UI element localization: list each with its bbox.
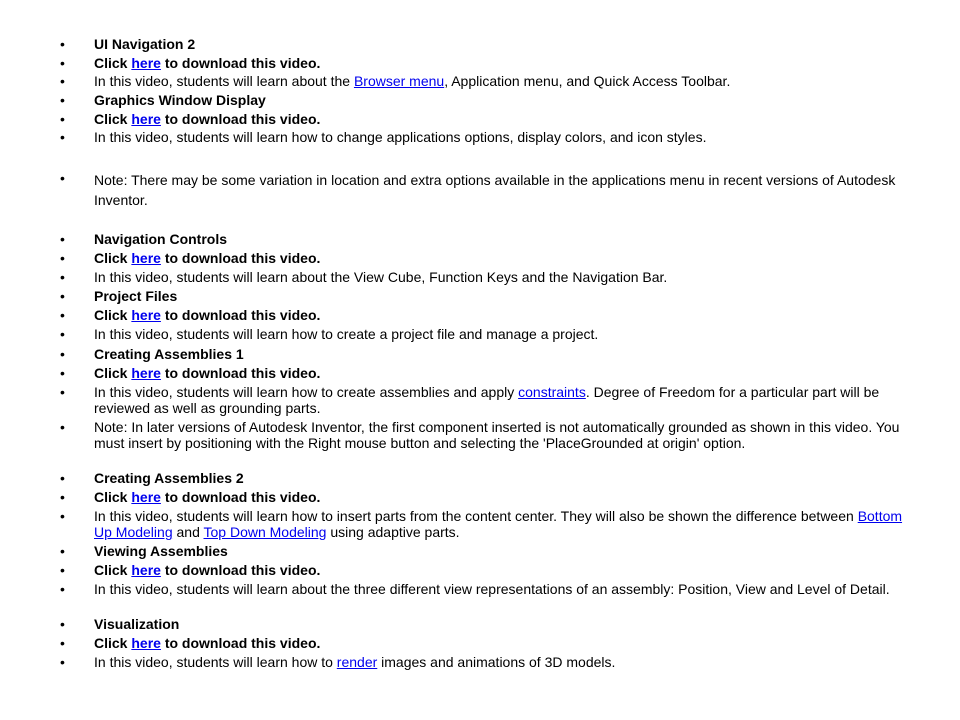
download-link[interactable]: here [131, 307, 161, 323]
download-text [94, 250, 904, 266]
bullet: • [60, 250, 65, 266]
download-text [94, 307, 904, 323]
download-link[interactable]: here [131, 365, 161, 381]
description-text: In this video, students will learn how to change applications options, display colors, and icon styles. [94, 129, 707, 145]
download-post: to download this video. [160, 489, 321, 505]
description-text: In this video, students will learn about the three different view representations of an assembly: Position, View and Level of Detail. [94, 581, 890, 597]
bullet: • [60, 635, 65, 651]
section-title: UI Navigation 2 [94, 36, 196, 52]
section-title: Creating Assemblies 2 [94, 470, 244, 486]
download-pre: Click [94, 55, 132, 71]
bullet: • [60, 543, 65, 559]
bullet: • [60, 231, 65, 247]
download-post: to download this video. [160, 111, 321, 127]
bullet: • [60, 384, 65, 400]
download-pre: Click [94, 307, 132, 323]
description-text [94, 508, 904, 540]
download-post: to download this video. [160, 307, 321, 323]
download-link[interactable]: here [131, 562, 161, 578]
section-title: Graphics Window Display [94, 92, 266, 108]
download-post: to download this video. [160, 55, 321, 71]
bullet: • [60, 470, 65, 486]
description-text [94, 73, 904, 89]
description-post: , Application menu, and Quick Access Toolbar. [444, 73, 731, 89]
note-text: Note: In later versions of Autodesk Inventor, the first component inserted is not automatically grounded as shown in this video. You must insert by positioning with the Right mouse button and selecting the 'PlaceGrounded at origin' option. [94, 419, 900, 451]
note-text: Note: There may be some variation in location and extra options available in the applications menu in recent versions of Autodesk Inventor. [94, 172, 896, 208]
download-text [94, 365, 904, 381]
bullet: • [60, 269, 65, 285]
bullet: • [60, 616, 65, 632]
download-post: to download this video. [160, 562, 321, 578]
download-pre: Click [94, 489, 132, 505]
description-text: In this video, students will learn how to create a project file and manage a project. [94, 326, 599, 342]
bottom-up-modeling-link[interactable]: Bottom Up Modeling [94, 508, 903, 540]
description-pre: In this video, students will learn how to [94, 654, 337, 670]
section-title: Creating Assemblies 1 [94, 346, 244, 362]
download-text [94, 111, 904, 127]
download-link[interactable]: here [131, 250, 161, 266]
description-post: . Degree of Freedom for a particular part will be reviewed as well as grounding parts. [94, 384, 880, 416]
bullet: • [60, 346, 65, 362]
bullet: • [60, 365, 65, 381]
description-text [94, 654, 904, 670]
bullet: • [60, 654, 65, 670]
download-link[interactable]: here [131, 111, 161, 127]
bullet: • [60, 562, 65, 578]
description-post: images and animations of 3D models. [377, 654, 616, 670]
description-mid: and [172, 524, 204, 540]
download-text [94, 55, 904, 71]
bullet: • [60, 170, 65, 186]
bullet: • [60, 36, 65, 52]
bullet: • [60, 111, 65, 127]
bullet: • [60, 73, 65, 89]
section-title: Navigation Controls [94, 231, 228, 247]
download-link[interactable]: here [131, 635, 161, 651]
download-text [94, 635, 904, 651]
bullet: • [60, 55, 65, 71]
description-post: using adaptive parts. [326, 524, 460, 540]
section-title: Visualization [94, 616, 180, 632]
description-pre: In this video, students will learn how to insert parts from the content center. They will also be shown the difference between [94, 508, 858, 524]
bullet: • [60, 92, 65, 108]
download-post: to download this video. [160, 365, 321, 381]
download-pre: Click [94, 111, 132, 127]
download-pre: Click [94, 635, 132, 651]
render-link[interactable]: render [336, 654, 378, 670]
bullet: • [60, 508, 65, 524]
bullet: • [60, 581, 65, 597]
bullet: • [60, 129, 65, 145]
bullet: • [60, 419, 65, 435]
download-pre: Click [94, 562, 132, 578]
constraints-link[interactable]: constraints [518, 384, 586, 400]
description-text [94, 384, 904, 416]
bullet: • [60, 489, 65, 505]
section-title: Project Files [94, 288, 178, 304]
bullet: • [60, 288, 65, 304]
description-pre: In this video, students will learn how to create assemblies and apply [94, 384, 519, 400]
download-post: to download this video. [160, 250, 321, 266]
bullet: • [60, 307, 65, 323]
description-text: In this video, students will learn about the View Cube, Function Keys and the Navigation Bar. [94, 269, 668, 285]
bullet: • [60, 326, 65, 342]
description-pre: In this video, students will learn about the [94, 73, 354, 89]
browser-menu-link[interactable]: Browser menu [353, 73, 445, 89]
download-pre: Click [94, 365, 132, 381]
section-title: Viewing Assemblies [94, 543, 228, 559]
download-link[interactable]: here [131, 55, 161, 71]
download-post: to download this video. [160, 635, 321, 651]
download-link[interactable]: here [131, 489, 161, 505]
top-down-modeling-link[interactable]: Top Down Modeling [203, 524, 327, 540]
download-text [94, 562, 904, 578]
download-text [94, 489, 904, 505]
download-pre: Click [94, 250, 132, 266]
